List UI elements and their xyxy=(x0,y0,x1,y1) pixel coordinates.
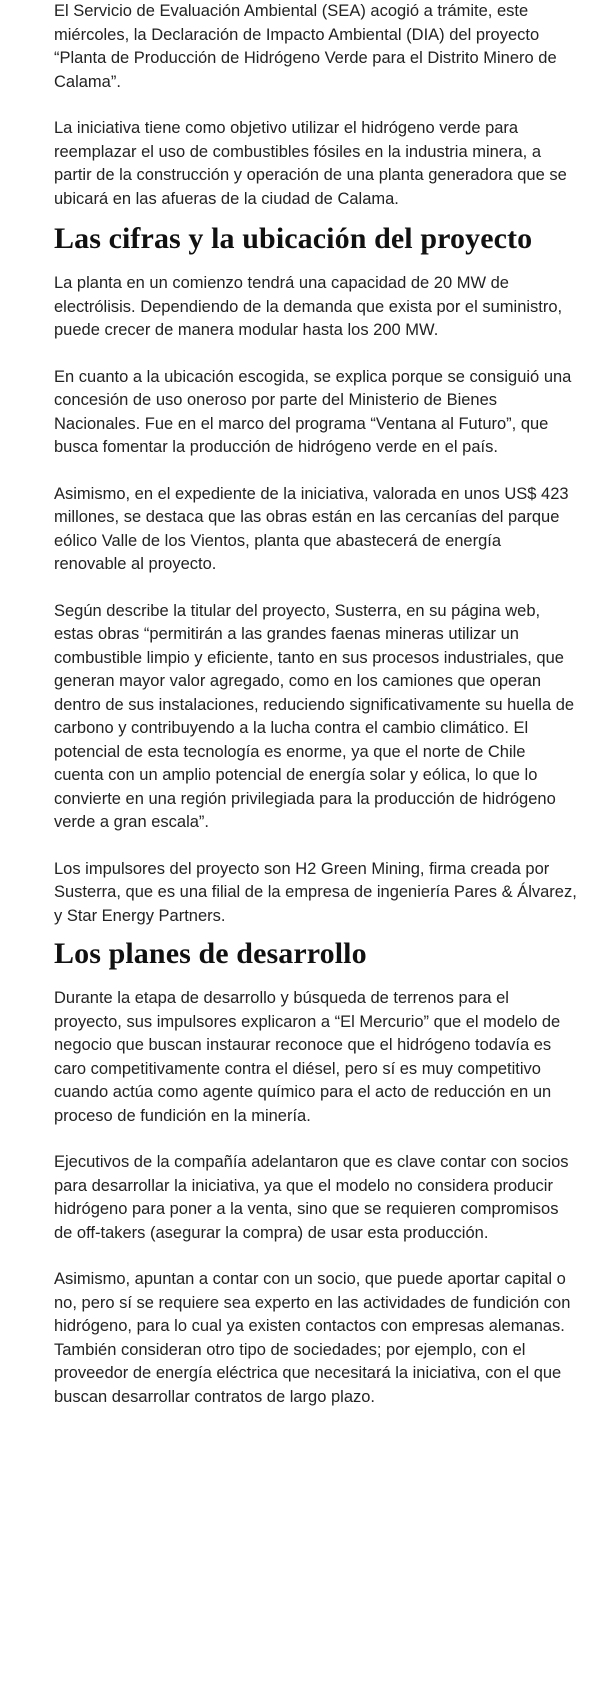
paragraph: La planta en un comienzo tendrá una capacidad de 20 MW de electrólisis. Dependiendo de la demanda que exista por el suministro, puede crecer de manera modular hasta los 200 MW. xyxy=(54,274,563,339)
section-heading: Los planes de desarrollo xyxy=(54,937,367,970)
paragraph: Asimismo, apuntan a contar con un socio, que puede aportar capital o no, pero sí se requiere sea experto en las actividades de fundición con hidrógeno, para lo cual ya existen contactos con empresas alemanas. También consideran otro tipo de sociedades; por ejemplo, con el proveedor de energía eléctrica que necesitará la iniciativa, con el que buscan desarrollar contratos de largo plazo. xyxy=(54,1270,571,1406)
article-body xyxy=(54,0,577,1432)
paragraph: Según describe la titular del proyecto, Susterra, en su página web, estas obras “permitirán a las grandes faenas mineras utilizar un combustible limpio y eficiente, tanto en sus procesos industriales, que generan mayor valor agregado, como en los camiones que operan dentro de sus instalaciones, reduciendo significativamente su huella de carbono y contribuyendo a la lucha contra el cambio climático. El potencial de esta tecnología es enorme, ya que el norte de Chile cuenta con un amplio potencial de energía solar y eólica, lo que lo convierte en una región privilegiada para la producción de hidrógeno verde a gran escala”. xyxy=(54,601,575,831)
section-heading: Las cifras y la ubicación del proyecto xyxy=(54,222,533,255)
paragraph: La iniciativa tiene como objetivo utilizar el hidrógeno verde para reemplazar el uso de combustibles fósiles en la industria minera, a partir de la construcción y operación de una planta generadora que se ubicará en las afueras de la ciudad de Calama. xyxy=(54,119,567,208)
paragraph: Los impulsores del proyecto son H2 Green Mining, firma creada por Susterra, que es una filial de la empresa de ingeniería Pares & Álvarez, y Star Energy Partners. xyxy=(54,859,577,925)
paragraph: En cuanto a la ubicación escogida, se explica porque se consiguió una concesión de uso oneroso por parte del Ministerio de Bienes Nacionales. Fue en el marco del programa “Ventana al Futuro”, que busca fomentar la producción de hidrógeno verde en el país. xyxy=(54,367,572,456)
paragraph: Ejecutivos de la compañía adelantaron que es clave contar con socios para desarrollar la iniciativa, ya que el modelo no considera producir hidrógeno para poner a la venta, sino que se requieren compromisos de off-takers (asegurar la compra) de usar esta producción. xyxy=(54,1153,569,1242)
paragraph: Durante la etapa de desarrollo y búsqueda de terrenos para el proyecto, sus impulsores explicaron a “El Mercurio” que el modelo de negocio que buscan instaurar reconoce que el hidrógeno todavía es caro competitivamente contra el diésel, pero sí es muy competitivo cuando actúa como agente químico para el acto de reducción en un proceso de fundición en la minería. xyxy=(54,989,561,1125)
paragraph: El Servicio de Evaluación Ambiental (SEA) acogió a trámite, este miércoles, la Declaración de Impacto Ambiental (DIA) del proyecto “Planta de Producción de Hidrógeno Verde para el Distrito Minero de Calama”. xyxy=(54,2,557,91)
paragraph: Asimismo, en el expediente de la iniciativa, valorada en unos US$ 423 millones, se destaca que las obras están en las cercanías del parque eólico Valle de los Vientos, planta que abastecerá de energía renovable al proyecto. xyxy=(54,484,569,573)
